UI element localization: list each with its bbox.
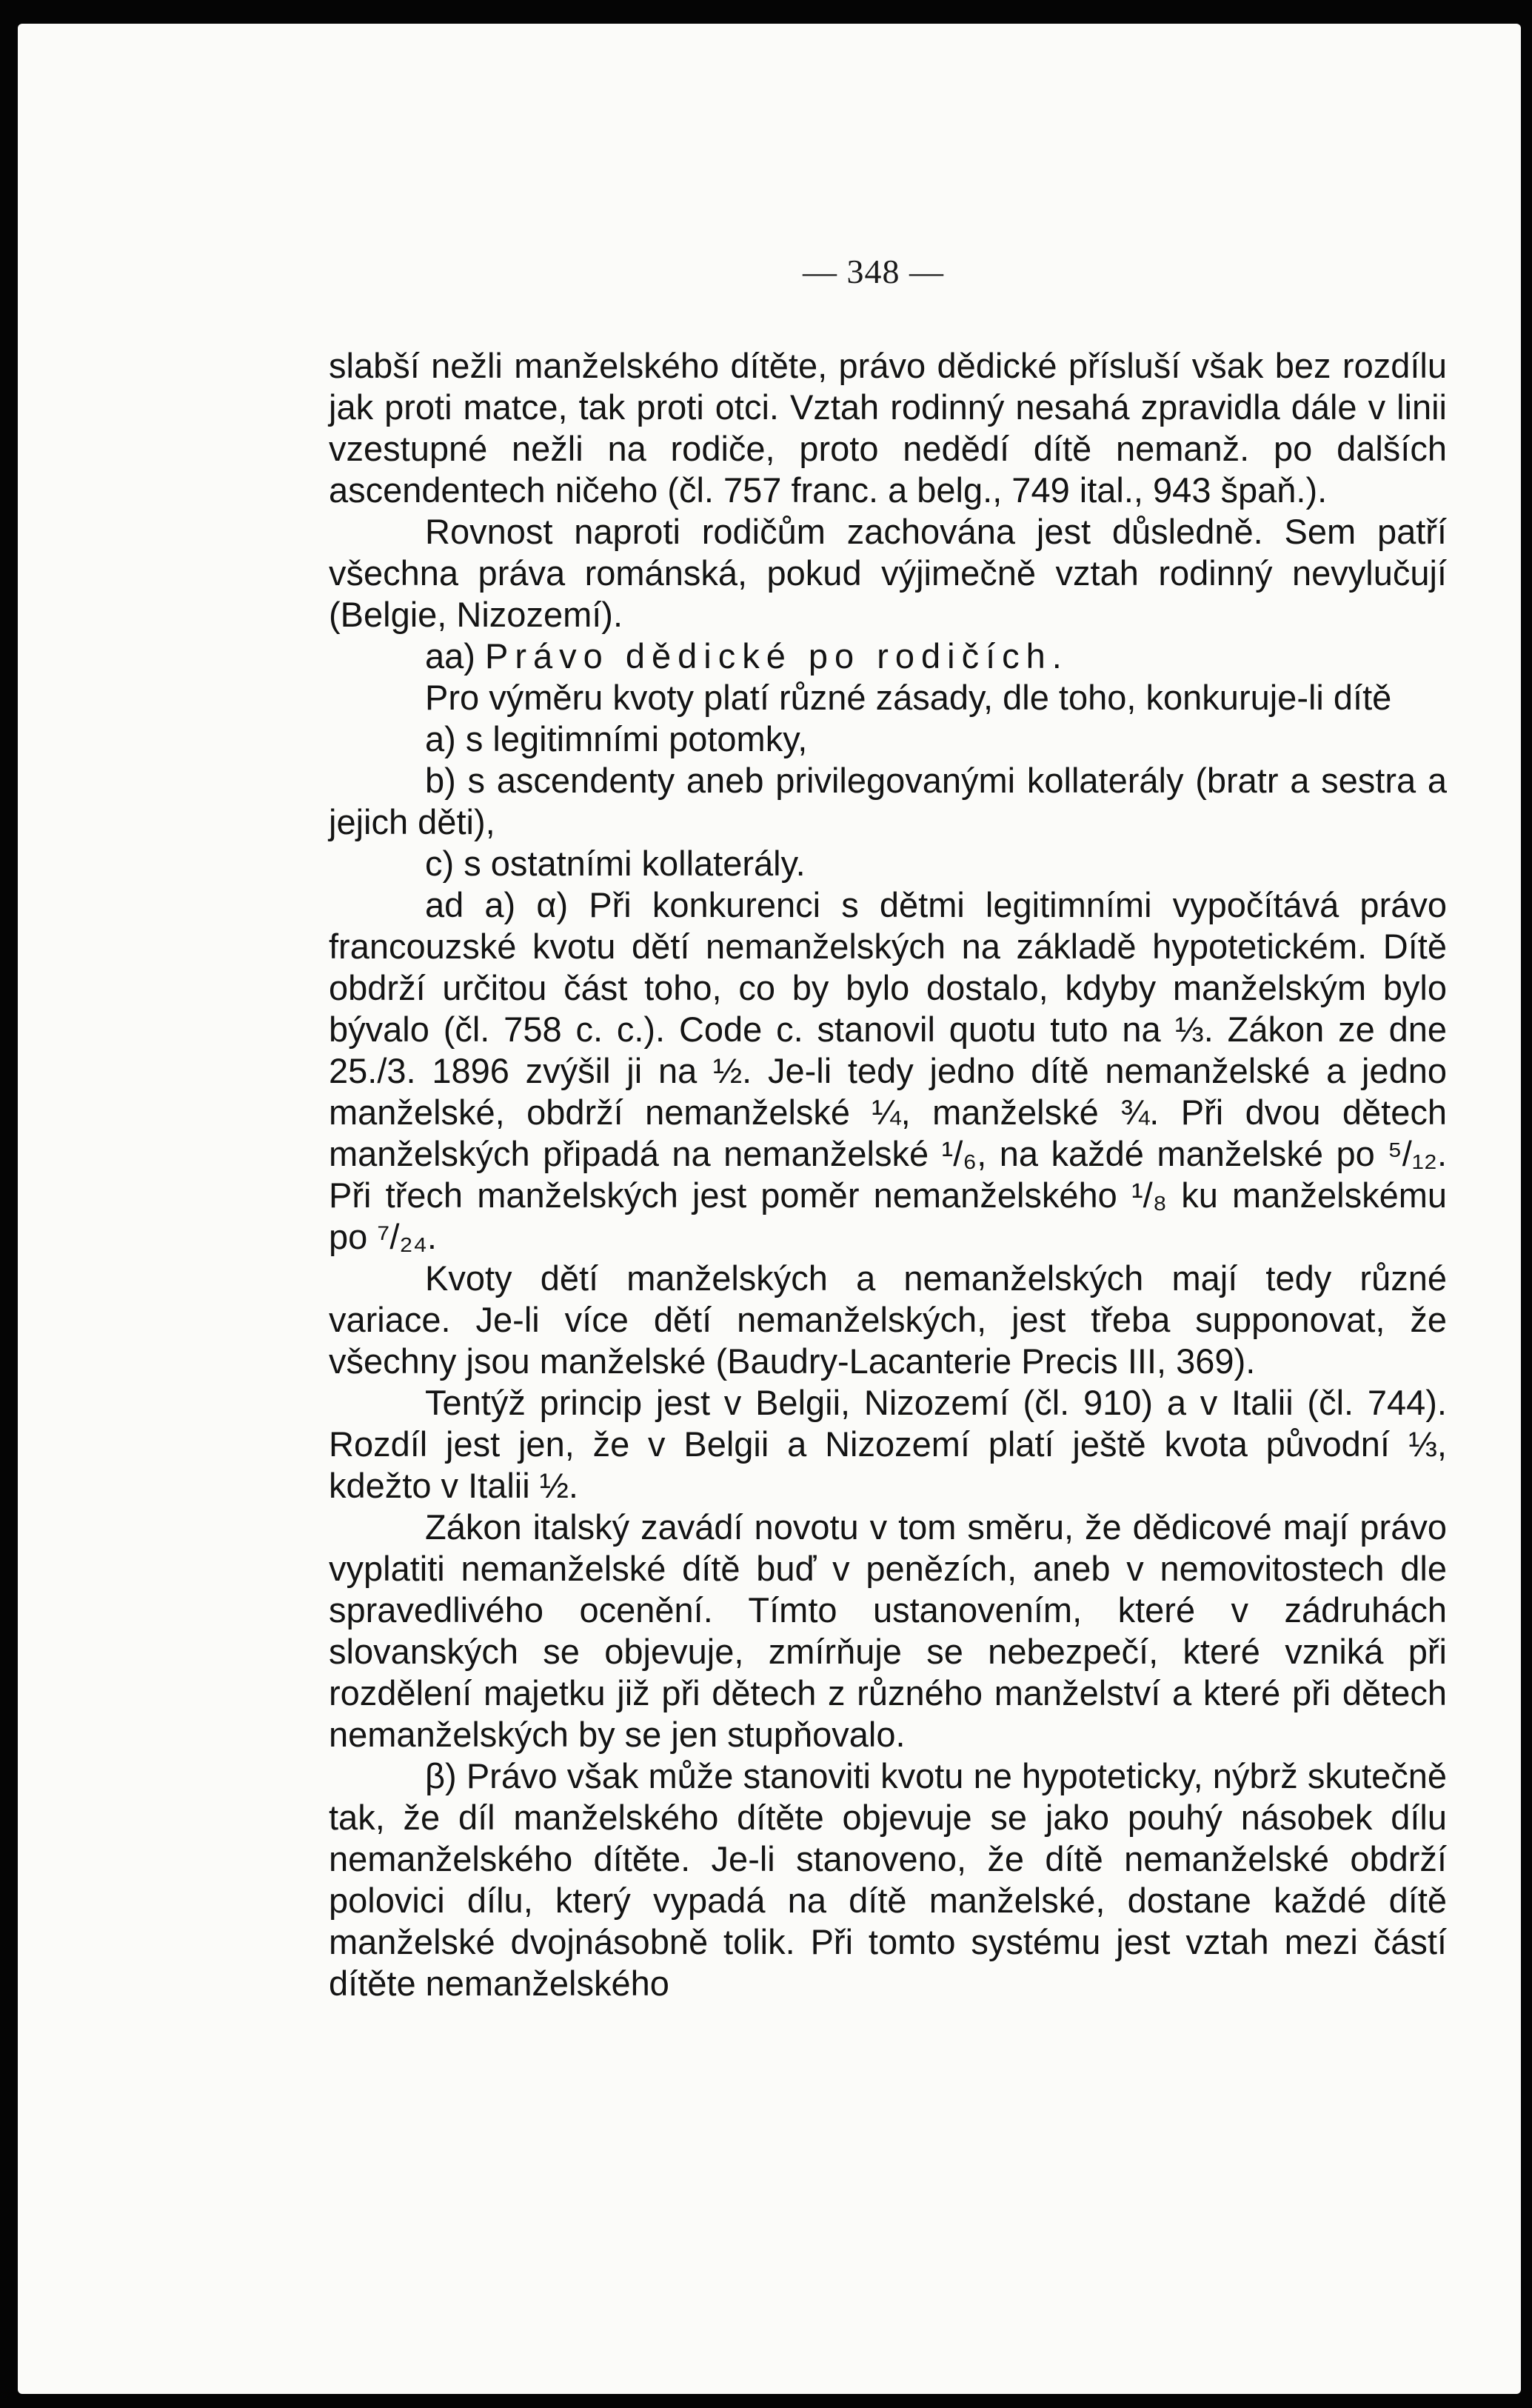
paragraph-4: ad a) α) Při konkurenci s dětmi legitimními vypočítává právo francouzské kvotu dětí nemanželských na základě hypotetickém. Dítě obdrží určitou část toho, co by bylo dostalo, kdyby manželským bylo bývalo (čl. 758 c. c.). Code c. stanovil quotu tuto na ⅓. Zákon ze dne 25./3. 1896 zvýšil ji na ½. Je-li tedy jedno dítě nemanželské a jedno manželské, obdrží nemanželské ¼, manželské ¾. Při dvou dětech manželských připadá na nemanželské ¹/₆, na každé manželské po ⁵/₁₂. Při třech manželských jest poměr nemanželského ¹/₈ ku manželskému po ⁷/₂₄.: [329, 885, 1447, 1256]
paragraph-1: slabší nežli manželského dítěte, právo dědické přísluší však bez rozdílu jak proti matce, tak proti otci. Vztah rodinný nesahá zpravidla dále v linii vzestupné nežli na rodiče, proto nedědí dítě nemanž. po dalších ascendentech ničeho (čl. 757 franc. a belg., 749 ital., 943 špaň.).: [329, 346, 1447, 510]
body-text: [329, 345, 1447, 2004]
page-number: — 348 —: [803, 253, 944, 290]
paragraph-5: Kvoty dětí manželských a nemanželských mají tedy různé variace. Je-li více dětí nemanželských, jest třeba supponovat, že všechny jsou manželské (Baudry-Lacanterie Precis III, 369).: [329, 1258, 1447, 1381]
paragraph-2: Rovnost naproti rodičům zachována jest důsledně. Sem patří všechna práva románská, pokud výjimečně vztah rodinný nevylučují (Belgie, Nizozemí).: [329, 512, 1447, 634]
paragraph-7: Zákon italský zavádí novotu v tom směru, že dědicové mají právo vyplatiti nemanželské dítě buď v penězích, aneb v nemovitostech dle spravedlivého ocenění. Tímto ustanovením, které v zádruhách slovanských se objevuje, zmírňuje se nebezpečí, které vzniká při rozdělení majetku již při dětech z různého manželství a které při dětech nemanželských by se jen stupňovalo.: [329, 1507, 1447, 1754]
section-heading: [329, 636, 1447, 677]
section-heading-title: Právo dědické po rodičích.: [485, 636, 1068, 676]
paragraph-6: Tentýž princip jest v Belgii, Nizozemí (čl. 910) a v Italii (čl. 744). Rozdíl jest jen, že v Belgii a Nizozemí platí ještě kvota původní ⅓, kdežto v Italii ½.: [329, 1383, 1447, 1505]
section-heading-label: aa): [425, 636, 485, 676]
paragraph-3: Pro výměru kvoty platí různé zásady, dle toho, konkuruje-li dítě: [425, 678, 1392, 717]
book-page: [18, 24, 1521, 2394]
paragraph-8: β) Právo však může stanoviti kvotu ne hypoteticky, nýbrž skutečně tak, že díl manželského dítěte objevuje se jako pouhý násobek dílu nemanželského dítěte. Je-li stanoveno, že dítě nemanželské obdrží polovici dílu, který vypadá na dítě manželské, dostane každé dítě manželské dvojnásobně tolik. Při tomto systému jest vztah mezi částí dítěte nemanželského: [329, 1756, 1447, 2003]
list-item-b: b) s ascendenty aneb privilegovanými kollaterály (bratr a sestra a jejich děti),: [329, 761, 1447, 841]
list-item-a: a) s legitimními potomky,: [425, 719, 808, 758]
list-item-c: c) s ostatními kollaterály.: [425, 844, 806, 883]
